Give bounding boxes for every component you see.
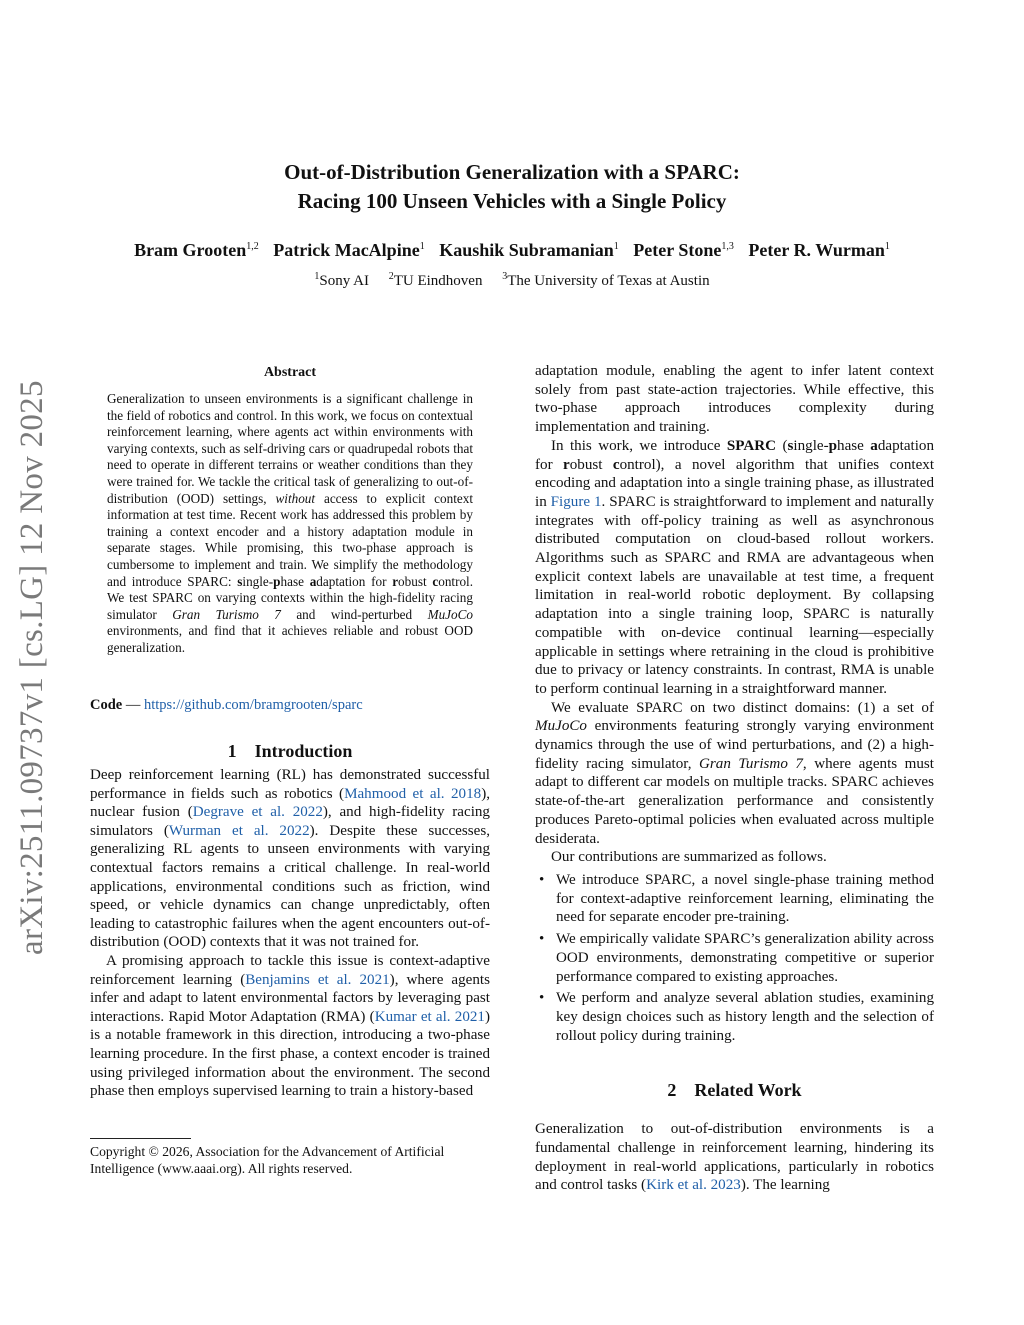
title-line-1: Out-of-Distribution Generalization with a SPARC: bbox=[284, 160, 740, 184]
paper-title bbox=[0, 158, 1024, 216]
citation-link[interactable]: Benjamins et al. 2021 bbox=[245, 971, 390, 988]
citation-link[interactable]: Mahmood et al. 2018 bbox=[344, 785, 482, 802]
list-item: • We introduce SPARC, a novel single-phase training method for context-adaptive reinforcement learning, eliminating the need for separate encoder pre-training. bbox=[539, 871, 934, 926]
affiliation-list bbox=[0, 270, 1024, 292]
paragraph: adaptation module, enabling the agent to infer latent context solely from past state-action trajectories. While effective, this two-phase approach introduces complexity during implementation and training. bbox=[535, 363, 934, 436]
section-heading-introduction: 1 Introduction bbox=[227, 741, 353, 761]
citation-link[interactable]: Kirk et al. 2023 bbox=[646, 1177, 741, 1194]
paragraph: In this work, we introduce SPARC (single-phase adaptation for robust control), a novel algorithm that unifies context encoding and adaptation into a single training phase, as illustrated in Figure 1. SPARC is straightforward to implement and naturally integrates with off-policy training as well as asynchronous distributed computation on cloud-based rollout workers. Algorithms such as SPARC and RMA are advantageous when explicit context labels are unavailable at test time, a frequent limitation in real-world robotic deployment. By collapsing adaptation into a single training loop, SPARC is naturally compatible with on-device continual learning—especially applicable in settings where retraining in the cloud is prohibitive due to privacy or latency constraints. In contrast, RMA is unable to perform continual learning in a straightforward manner. bbox=[535, 437, 935, 697]
introduction-left-column bbox=[90, 766, 490, 1101]
paragraph: A promising approach to tackle this issue is context-adaptive reinforcement learning (Benjamins et al. 2021), where agents infer and adapt to latent environmental factors by leveraging past interactions. Rapid Motor Adaptation (RMA) (Kumar et al. 2021) is a notable framework in this direction, introducing a two-phase learning procedure. In the first phase, a context encoder is trained using privileged information about the environment. The second phase then employs supervised learning to train a history-based bbox=[90, 952, 491, 1100]
footnote-divider bbox=[90, 1138, 191, 1139]
author: Bram Grooten$^{1,2}$ bbox=[134, 240, 259, 260]
citation-link[interactable]: Degrave et al. 2022 bbox=[192, 804, 323, 821]
paragraph: We evaluate SPARC on two distinct domains: (1) a set of MuJoCo environments featuring strongly varying environment dynamics through the use of wind perturbations, and (2) a high-fidelity racing simulator, Gran Turismo 7, where agents must adapt to different car models on multiple tracks. SPARC achieves state-of-the-art generalization performance and consistently produces Pareto-optimal policies when evaluated across multiple desiderata. bbox=[535, 699, 934, 847]
citation-link[interactable]: Wurman et al. 2022 bbox=[168, 822, 310, 839]
paragraph: Generalization to out-of-distribution environments is a fundamental challenge in reinforcement learning, hindering its deployment in real-world applications, particularly in robotics and control tasks (Kirk et al. 2023). The learning bbox=[535, 1121, 934, 1194]
list-item: • We perform and analyze several ablation studies, examining key design choices such as history length and the selection of rollout policy during training. bbox=[539, 990, 934, 1044]
affiliation: $^3$The University of Texas at Austin bbox=[502, 271, 710, 289]
author: Kaushik Subramanian$^1$ bbox=[439, 240, 619, 260]
abstract-body: Generalization to unseen environments is a significant challenge in the field of robotics and control. In this work, we focus on contextual reinforcement learning, where agents act within environments with varying contexts, such as self-driving cars or quadrupedal robots that need to operate in different terrains or weather conditions than they were trained for. We tackle the critical task of generalizing to out-of-distribution (OOD) settings, without access to explicit context information at test time. Recent work has addressed this problem by training a context encoder and a history adaptation module in separate stages. While promising, this two-phase approach is cumbersome to implement and train. We simplify the methodology and introduce SPARC: single-phase adaptation for robust control. We test SPARC on varying contexts within the high-fidelity racing simulator Gran Turismo 7 and wind-perturbed MuJoCo environments, and find that it achieves reliable and robust OOD generalization. bbox=[107, 391, 474, 655]
arxiv-identifier: arXiv:2511.09737v1 [cs.LG] 12 Nov 2025 bbox=[14, 380, 50, 955]
citation-link[interactable]: Kumar et al. 2021 bbox=[374, 1008, 485, 1025]
title-line-2: Racing 100 Unseen Vehicles with a Single Policy bbox=[297, 189, 727, 213]
author: Patrick MacAlpine$^1$ bbox=[273, 240, 425, 260]
author: Peter R. Wurman$^1$ bbox=[748, 240, 890, 260]
bullet-icon: • bbox=[539, 990, 545, 1007]
bullet-icon: • bbox=[539, 931, 545, 948]
affiliation: $^1$Sony AI bbox=[314, 271, 369, 289]
bullet-icon: • bbox=[539, 871, 545, 888]
github-link[interactable]: https://github.com/bramgrooten/sparc bbox=[143, 697, 363, 713]
author: Peter Stone$^{1,3}$ bbox=[633, 240, 734, 260]
paragraph: Our contributions are summarized as follows. bbox=[551, 849, 827, 866]
affiliation: $^2$TU Eindhoven bbox=[388, 271, 483, 289]
abstract-heading: Abstract bbox=[263, 365, 317, 380]
author-list bbox=[0, 238, 1024, 262]
related-work-body bbox=[535, 1105, 934, 1210]
code-label: Code bbox=[90, 697, 123, 713]
section-heading-related-work: 2 Related Work bbox=[667, 1080, 802, 1100]
copyright-footnote: Copyright © 2026, Association for the Advancement of Artificial Intelligence (www.aaai.org). All rights reserved. bbox=[90, 1144, 445, 1176]
figure-link[interactable]: Figure 1 bbox=[550, 493, 602, 510]
code-link-line: Code — https://github.com/bramgrooten/sparc bbox=[90, 697, 363, 713]
list-item: • We empirically validate SPARC’s generalization ability across OOD environments, demonstrating competitive or superior performance compared to existing approaches. bbox=[539, 931, 934, 985]
paragraph: Deep reinforcement learning (RL) has demonstrated successful performance in fields such as robotics (Mahmood et al. 2018), nuclear fusion (Degrave et al. 2022), and high-fidelity racing simulators (Wurman et al. 2022). Despite these successes, generalizing RL agents to unseen environments with varying contextual factors remains a critical challenge. In real-world applications, environmental conditions such as friction, wind speed, or vehicle dynamics can change unpredictably, often leading to catastrophic failures when the agent encounters out-of-distribution (OOD) contexts that it was not trained for. bbox=[90, 767, 490, 951]
contributions-list bbox=[535, 871, 934, 1045]
introduction-right-column bbox=[535, 362, 934, 1048]
